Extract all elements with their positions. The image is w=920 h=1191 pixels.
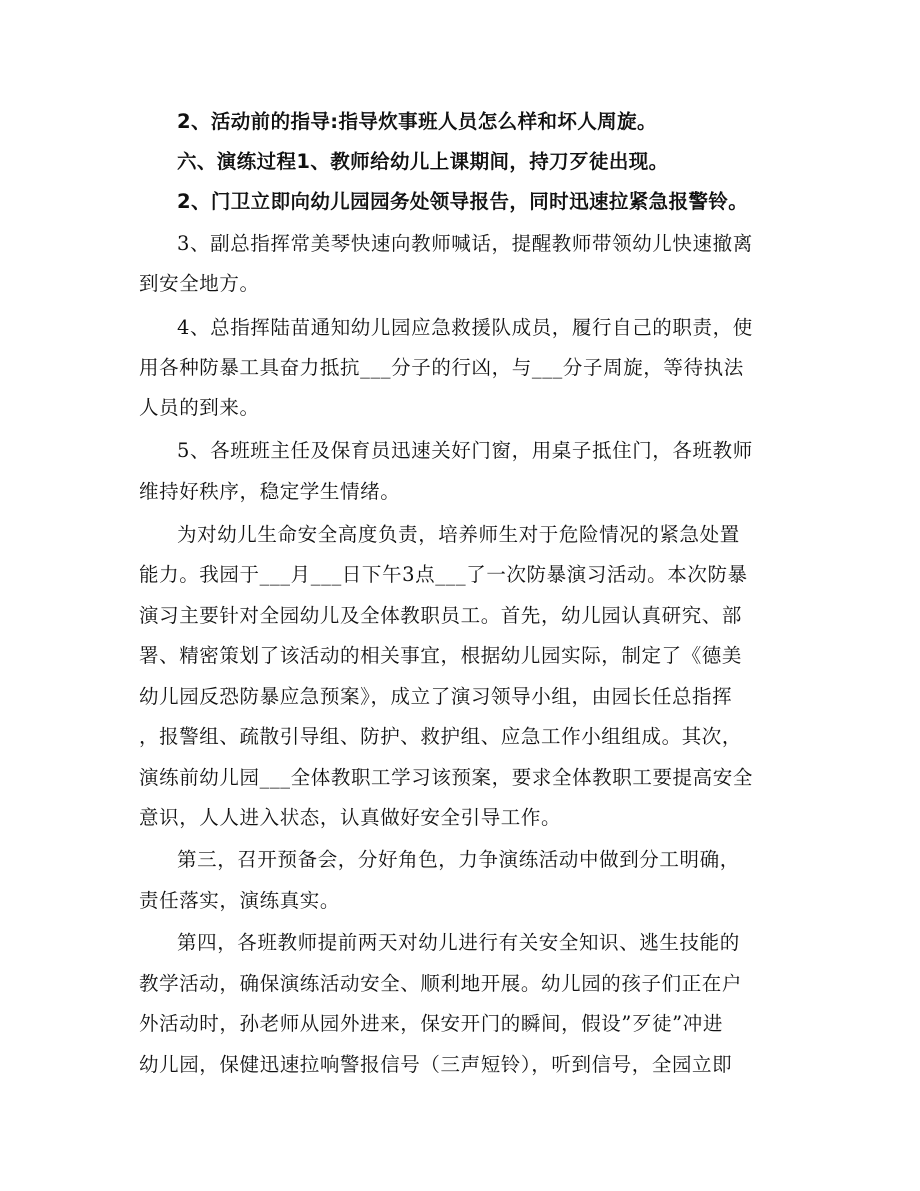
text-line: 到安全地方。 (139, 272, 260, 295)
text-line: 能力。我园于___月___日下午3点___了一次防暴演习活动。本次防暴 (139, 563, 748, 586)
text-line: 意识，人人进入状态，认真做好安全引导工作。 (139, 806, 562, 829)
text-line: 六、演练过程1、教师给幼儿上课期间，持刀歹徒出现。 (177, 150, 669, 173)
text-line: 演练前幼儿园___全体教职工学习该预案，要求全体教职工要提高安全 (139, 766, 753, 789)
text-line: 教学活动，确保演练活动安全、顺利地开展。幼儿园的孩子们正在户 (139, 972, 743, 995)
text-line: 3、副总指挥常美琴快速向教师喊话，提醒教师带领幼儿快速撤离 (177, 232, 753, 255)
text-line: 第四，各班教师提前两天对幼儿进行有关安全知识、逃生技能的 (177, 931, 740, 954)
text-line: 人员的到来。 (139, 396, 260, 419)
text-line: 维持好秩序，稳定学生情绪。 (139, 480, 401, 503)
text-line: 5、各班班主任及保育员迅速关好门窗，用桌子抵住门，各班教师 (177, 439, 753, 462)
text-line: 4、总指挥陆苗通知幼儿园应急救援队成员，履行自己的职责，使 (177, 316, 753, 339)
text-line: 责任落实，演练真实。 (139, 889, 341, 912)
text-line: 幼儿园，保健迅速拉响警报信号（三声短铃），听到信号，全园立即 (139, 1053, 733, 1076)
text-line: 为对幼儿生命安全高度负责，培养师生对于危险情况的紧急处置 (177, 523, 740, 546)
text-line: 第三，召开预备会，分好角色，力争演练活动中做到分工明确， (177, 848, 740, 871)
text-line: 2、活动前的指导:指导炊事班人员怎么样和坏人周旋。 (177, 110, 657, 133)
text-line: 用各种防暴工具奋力抵抗___分子的行凶，与___分子周旋，等待执法 (139, 356, 744, 379)
text-line: 演习主要针对全园幼儿及全体教职员工。首先，幼儿园认真研究、部 (139, 604, 743, 627)
text-line: 外活动时，孙老师从园外进来，保安开门的瞬间，假设”歹徒”冲进 (139, 1012, 723, 1035)
text-line: ，报警组、疏散引导组、防护、救护组、应急工作小组组成。其次， (139, 725, 743, 748)
text-line: 幼儿园反恐防暴应急预案》，成立了演习领导小组，由园长任总指挥 (139, 685, 733, 708)
text-line: 署、精密策划了该活动的相关事宜，根据幼儿园实际，制定了《德美 (139, 644, 743, 667)
text-line: 2、门卫立即向幼儿园园务处领导报告，同时迅速拉紧急报警铃。 (177, 190, 749, 213)
